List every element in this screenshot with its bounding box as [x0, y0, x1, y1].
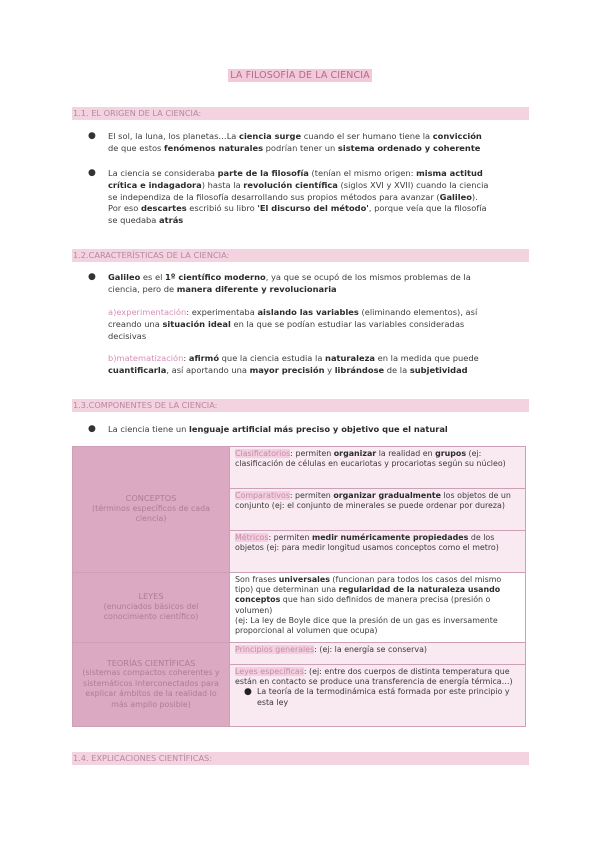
table-row [73, 573, 526, 643]
metricos-cell: Métricos: permiten medir numéricamente propiedades de los objetos (ej: para medir longitud usamos conceptos como el metro) [230, 531, 526, 573]
table-row [73, 643, 526, 665]
leyes-description-cell: Son frases universales (funcionan para todos los casos del mismo tipo) que determinan una regularidad de la naturaleza usando conceptos que han sido definidos de manera precisa (presión o volumen) (ej: La ley de Boyle dice que la presión de un gas es inversamente proporcional al volumen que ocupa) [230, 573, 526, 643]
bullet-text: La ciencia se consideraba parte de la filosofía (tenían el mismo origen: misma actitud crítica e indagadora) hasta la revolución científica (siglos XVI y XVII) cuando la ciencia se independiza de la filosofía desarrollando sus propios métodos para avanzar (Galileo). Por eso descartes escribió su libro 'El discurso del método', porque veía que la filosofía se quedaba atrás [108, 168, 489, 226]
bullet-dot: ● [88, 424, 96, 434]
teorias-cell [73, 643, 230, 727]
cell-title: TEORÍAS CIENTÍFICAS [106, 657, 196, 668]
bullet-origen-2 [88, 168, 530, 227]
bullet-text: El sol, la luna, los planetas…La ciencia surge cuando el ser humano tiene la convicción de que estos fenómenos naturales podrían tener un sistema ordenado y coherente [108, 131, 482, 153]
clasificatorios-cell: Clasificatorios: permiten organizar la realidad en grupos (ej: clasificación de células en eucariotas y procariotas según su núcleo) [230, 447, 526, 489]
bullet-dot: ● [88, 168, 96, 178]
cell-subtitle: (sistemas compactos coherentes y sistemáticos interconectados para explicar ámbitos de la realidad lo más amplio posible) [82, 668, 220, 709]
list-item: ● La teoría de la termodinámica está formada por este principio y esta ley [244, 687, 510, 707]
table-row [73, 447, 526, 489]
paragraph-matematizacion: b)matematización: afirmó que la ciencia estudia la naturaleza en la medida que puede cuantificarla, así aportando una mayor precisión y librándose de la subjetividad [108, 353, 479, 375]
conceptos-cell [73, 447, 230, 573]
leyes-especificas-cell: Leyes específicas: (ej: entre dos cuerpos de distinta temperatura que están en contacto se produce una transferencia de energía térmica…) ● La teoría de la termodinámica está formada por este principio y esta ley [230, 665, 526, 727]
paragraph-experimentacion: a)experimentación: experimentaba aislando las variables (eliminando elementos), así creando una situación ideal en la que se podían estudiar las variables consideradas decisivas [108, 307, 478, 341]
section-heading-origen: 1.1. EL ORIGEN DE LA CIENCIA: [72, 107, 529, 120]
cell-title: CONCEPTOS [125, 493, 177, 504]
bullet-galileo [88, 272, 530, 296]
section-heading-caracteristicas: 1.2.CARACTERÍSTICAS DE LA CIENCIA: [72, 249, 529, 262]
cell-subtitle: (enunciados básicos del conocimiento científico) [103, 601, 199, 622]
bullet-dot: ● [88, 131, 96, 141]
principios-cell: Principios generales: (ej: la energía se conserva) [230, 643, 526, 665]
document-title: LA FILOSOFÍA DE LA CIENCIA [230, 70, 370, 81]
bullet-text: La ciencia tiene un lenguaje artificial más preciso y objetivo que el natural [108, 424, 448, 434]
cell-subtitle: (términos específicos de cada ciencia) [92, 503, 210, 524]
section-heading-componentes: 1.3.COMPONENTES DE LA CIENCIA: [72, 399, 529, 412]
comparativos-cell: Comparativos: permiten organizar gradualmente los objetos de un conjunto (ej: el conjunto de minerales se puede ordenar por dureza) [230, 489, 526, 531]
bullet-text: Galileo es el 1º científico moderno, ya que se ocupó de los mismos problemas de la ciencia, pero de manera diferente y revolucionaria [108, 272, 471, 294]
section-heading-explicaciones: 1.4. EXPLICACIONES CIENTÍFICAS: [72, 752, 529, 765]
cell-title: LEYES [138, 591, 164, 602]
componentes-table [72, 446, 526, 727]
bullet-lenguaje [88, 424, 530, 436]
bullet-origen-1 [88, 131, 530, 155]
leyes-cell [73, 573, 230, 643]
bullet-dot: ● [244, 687, 252, 698]
bullet-dot: ● [88, 272, 96, 282]
